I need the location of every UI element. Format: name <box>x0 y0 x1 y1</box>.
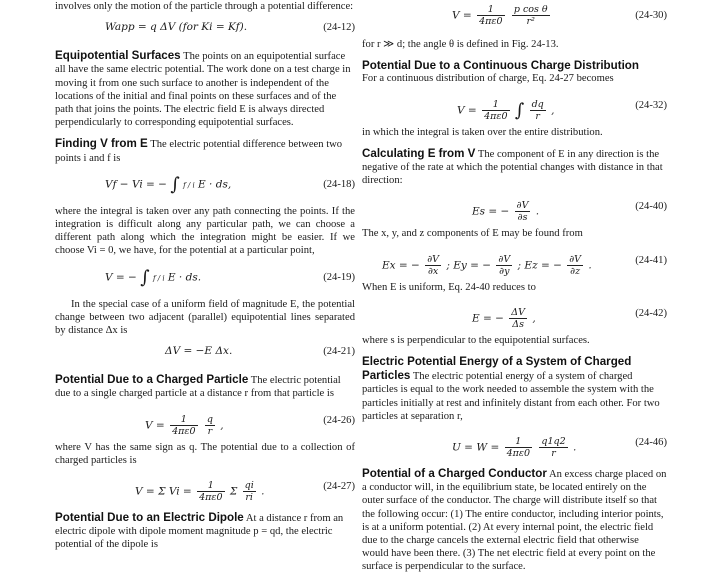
paragraph: where s is perpendicular to the equipotential surfaces. <box>362 334 590 346</box>
section-body: The electric potential due to a single charged particle at a distance r from that particle is <box>55 375 341 400</box>
equation-rhs: E · ds. <box>167 271 202 284</box>
fraction: $\frac{qi}{ri}$ <box>244 480 254 504</box>
equation-number: (24-30) <box>635 10 667 21</box>
paragraph: where the integral is taken over any path connecting the points. If the integration is difficult along any particular path, we can choose a different path along which the integration might be easier. If we choose Vi = 0, we have, for the potential at a particular point, <box>55 205 355 257</box>
equation-lhs: Vf − Vi = − <box>105 178 167 191</box>
fraction: $\frac{1}{4\pi\varepsilon 0}$ <box>199 480 223 504</box>
fraction: $\frac{dq}{r}$ <box>531 98 544 122</box>
equation-lhs: V = <box>457 104 477 117</box>
fraction: $\frac{\Delta V}{\Delta s}$ <box>511 306 526 330</box>
section-heading: Finding V from E <box>55 137 148 151</box>
fraction: $\frac{\text{p cos θ}}{\text{r²}}$ <box>513 4 548 27</box>
equation-lhs: V = <box>452 9 472 22</box>
integral-sign: ∫ <box>170 173 180 195</box>
equation-expression: ΔV = −E Δx. <box>165 345 233 358</box>
equation-lhs: V = <box>135 485 155 498</box>
paragraph: The x, y, and z components of E may be found from <box>362 228 583 240</box>
fraction: $\frac{1}{4\pi\varepsilon 0}$ <box>479 4 503 27</box>
summation: Σ Vi = <box>158 485 192 498</box>
equation-number: (24-27) <box>323 481 355 493</box>
equation-24-42: E = − $\frac{\Delta V}{\Delta s}$ , (24-42) <box>472 306 667 330</box>
section-heading: Potential of a Charged Conductor <box>362 467 547 481</box>
continuous-distribution-section <box>362 59 667 85</box>
equation-24-21 <box>55 341 355 365</box>
section-heading: Potential Due to a Charged Particle <box>55 373 249 387</box>
equation-24-12 <box>55 17 355 41</box>
equation-24-30 <box>362 2 667 34</box>
equation-24-40: Es = − $\frac{\partial V}{\partial s}$ . (24-40) <box>472 200 667 224</box>
section-heading: Potential Due to an Electric Dipole <box>55 511 244 525</box>
section-body: The electric potential difference between two points i and f is <box>55 139 343 164</box>
equation-expression: Wapp = q ΔV (for Ki = Kf). <box>105 21 248 34</box>
equation-24-19 <box>55 262 355 294</box>
section-body: For a continuous distribution of charge, Eq. 24-27 becomes <box>362 73 614 85</box>
section-body: The component of E in any direction is the negative of the rate at which the potential changes with distance in that direction: <box>362 148 663 187</box>
equation-24-41: Ex = − $\frac{\partial V}{\partial x}$ ; Ey = − $\frac{\partial V}{\partial y}$ ; Ez = − $\frac{\partial V}{\partial z}$ . (24-41) <box>382 253 667 277</box>
equation-number: (24-18) <box>323 178 355 190</box>
equation-24-18 <box>55 169 355 201</box>
equation-rhs: E · ds, <box>198 178 232 191</box>
fraction: $\frac{1}{4\pi\varepsilon 0}$ <box>484 98 508 122</box>
equation-number: (24-41) <box>635 254 667 266</box>
fraction: $\frac{1}{4\pi\varepsilon 0}$ <box>506 436 531 460</box>
integral-bounds: f / i <box>152 274 165 283</box>
equation-24-26: V = $\frac{1}{4\pi\varepsilon 0}$ $\frac{q}{r}$ , (24-26) <box>145 413 355 437</box>
paragraph: in which the integral is taken over the entire distribution. <box>362 126 603 138</box>
equation-24-27: V = Σ Vi = $\frac{1}{4\pi\varepsilon 0}$ Σ $\frac{qi}{ri}$ . (24-27) <box>135 480 355 504</box>
equation-lhs: Es = − <box>472 205 510 218</box>
section-heading: Calculating E from V <box>362 146 476 160</box>
section-body: An excess charge placed on a conductor will, in the equilibrium state, be located entirely on the outer surface of the conductor. The charge will distribute itself so that the following occur: (1) The entire conductor, including interior points, is at a uniform potential. (2) At every internal point, the electric field due to the charge cancels the external electric field that otherwise would have been there. (3) The net electric field at every point on the surface is perpendicular to the surface. <box>362 469 667 573</box>
equation-24-46: U = W = $\frac{1}{4\pi\varepsilon 0}$ $\frac{q1q2}{r}$ . (24-46) <box>452 436 667 460</box>
fraction: $\frac{\partial V}{\partial z}$ <box>569 253 582 277</box>
section-heading: Equipotential Surfaces <box>55 49 181 63</box>
equation-number: (24-12) <box>323 22 355 34</box>
integral-sign: ∫ <box>140 266 150 288</box>
fraction: $\frac{1}{4\pi\varepsilon 0}$ <box>172 413 196 437</box>
fraction: $\frac{q}{r}$ <box>206 413 213 437</box>
section-heading: Electric Potential Energy of a System of Charged Particles <box>362 355 632 383</box>
fraction: $\frac{\partial V}{\partial x}$ <box>427 253 439 277</box>
section-body: The points on an equipotential surface all have the same electric potential. The work done on a test charge in moving it from one such surface to another is independent of the locations of the initial and final points on these surfaces and of the path that joins the points. The electric field E is always directed perpendicularly to corresponding equipotential surfaces. <box>55 51 351 129</box>
right-column <box>362 0 667 574</box>
equation-lhs: U = W = <box>452 441 500 454</box>
equation-number: (24-26) <box>323 414 355 426</box>
equation-lhs: E = − <box>472 312 504 325</box>
paragraph: where V has the same sign as q. The potential due to a collection of charged particles is <box>55 441 355 466</box>
paragraph: In the special case of a uniform field of magnitude E, the potential change between two adjacent (parallel) equipotential lines separated by distance Δx is <box>55 298 355 337</box>
equation-24-32: V = $\frac{1}{4\pi\varepsilon 0}$ ∫ $\frac{dq}{r}$ , (24-32) <box>457 98 667 122</box>
equation-number: (24-46) <box>635 437 667 449</box>
section-body: At a distance r from an electric dipole with dipole moment magnitude p = qd, the electric potential of the dipole is <box>55 513 344 551</box>
equation-lhs: V = <box>145 419 165 432</box>
equation-number: (24-21) <box>323 346 355 358</box>
equation-number: (24-32) <box>635 99 667 111</box>
left-column <box>55 0 355 552</box>
section-body: The electric potential energy of a system of charged particles is equal to the work needed to assemble the system with the particles initially at rest and infinitely distant from each other. For two particles at separation r, <box>362 371 660 422</box>
intro-text: involves only the motion of the particle through a potential difference: <box>55 1 354 12</box>
section-heading: Potential Due to a Continuous Charge Distribution <box>362 59 639 73</box>
fraction: $\frac{q1q2}{r}$ <box>541 436 566 460</box>
fraction: $\frac{\partial V}{\partial y}$ <box>498 253 511 277</box>
equation-number: (24-42) <box>635 307 667 319</box>
paragraph: for r ≫ d; the angle θ is defined in Fig. 24-13. <box>362 39 559 50</box>
equation-lhs: V = − <box>105 271 137 284</box>
equation-number: (24-19) <box>323 271 355 283</box>
equation-number: (24-40) <box>635 201 667 213</box>
paragraph: When E is uniform, Eq. 24-40 reduces to <box>362 281 536 293</box>
integral-sign: ∫ <box>514 99 525 121</box>
integral-bounds: f / i <box>183 181 195 190</box>
fraction: $\frac{\partial V}{\partial s}$ <box>516 200 529 224</box>
summation: Σ <box>229 485 238 498</box>
